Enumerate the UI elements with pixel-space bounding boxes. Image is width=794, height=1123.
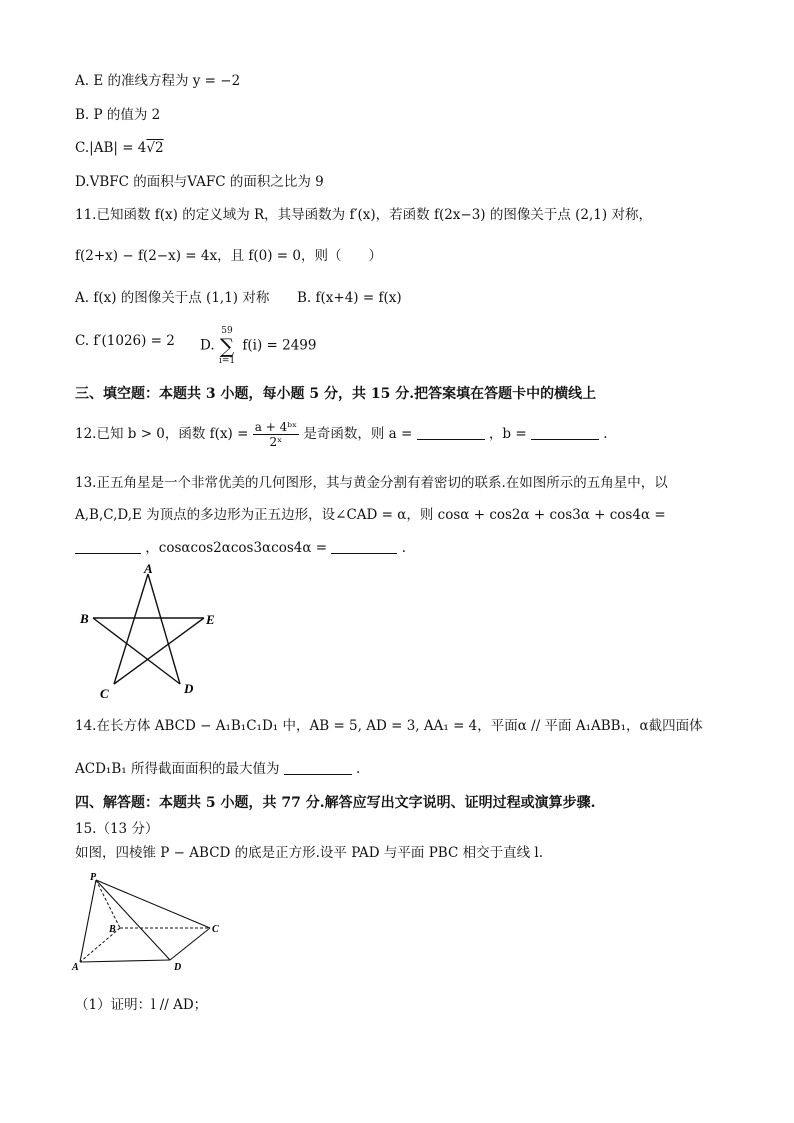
question-15-heading: 15.（13 分） — [75, 821, 159, 837]
question-13-line2: A,B,C,D,E 为顶点的多边形为正五边形，设∠CAD = α，则 cosα + cos2α + cos3α + cos4α = — [75, 507, 666, 523]
answer-blank[interactable] — [75, 539, 141, 554]
pentagram-lines — [93, 574, 204, 684]
option-10a: A. E 的准线方程为 y = −2 — [75, 73, 241, 89]
label-B: B — [109, 924, 116, 935]
sqrt: √2 — [146, 140, 164, 156]
label-C: C — [100, 686, 109, 701]
q12-sep: ，b = — [488, 426, 527, 442]
option-11b: B. f(x+4) = f(x) — [297, 290, 402, 306]
pyramid-figure — [70, 870, 230, 974]
option-11d — [200, 326, 317, 366]
answer-blank[interactable] — [331, 539, 397, 554]
formula: |AB| = 4 — [89, 140, 147, 156]
answer-blank[interactable] — [531, 425, 599, 440]
q14-end: . — [356, 761, 361, 777]
label-D: D — [174, 962, 182, 973]
label-P: P — [90, 872, 97, 883]
fraction — [253, 420, 299, 449]
pentagram-figure — [72, 560, 232, 702]
question-11-condition: f(2+x) − f(2−x) = 4x，且 f(0) = 0，则（ ） — [75, 248, 382, 264]
label-E: E — [206, 612, 215, 627]
question-13-line1: 13.正五角星是一个非常优美的几何图形，其与黄金分割有着密切的联系.在如图所示的五角星中，以 — [75, 475, 668, 491]
option-label: D. — [200, 337, 215, 354]
option-10b: B. P 的值为 2 — [75, 107, 161, 123]
q14-text: ACD₁B₁ 所得截面面积的最大值为 — [75, 761, 280, 777]
option-11c: C. f′(1026) = 2 — [75, 333, 175, 349]
option-10d: D.VBFC 的面积与VAFC 的面积之比为 9 — [75, 174, 324, 190]
question-15-part1: （1）证明：l // AD； — [75, 997, 208, 1013]
section-4-heading: 四、解答题：本题共 5 小题，共 77 分.解答应写出文字说明、证明过程或演算步骤. — [75, 795, 596, 811]
sum-lower: i=1 — [218, 356, 236, 366]
question-15-body: 如图，四棱锥 P − ABCD 的底是正方形.设平 PAD 与平面 PBC 相交于直线 l. — [75, 845, 543, 861]
q13-end: . — [401, 540, 406, 556]
numerator: a + 4ᵇˣ — [254, 420, 298, 434]
label-D: D — [184, 681, 194, 696]
pyramid-solid-edges — [80, 880, 210, 962]
sum-upper: 59 — [221, 326, 233, 336]
denominator: 2ˣ — [269, 435, 283, 449]
question-14-line2 — [75, 760, 360, 778]
label-A: A — [72, 962, 79, 973]
sum-body: f(i) = 2499 — [242, 337, 317, 354]
label-A: A — [144, 561, 153, 576]
q12-prefix: 12.已知 b > 0，函数 f(x) = — [75, 426, 249, 442]
option-11a: A. f(x) 的图像关于点 (1,1) 对称 — [75, 290, 270, 306]
answer-blank[interactable] — [417, 425, 485, 440]
summation — [219, 326, 235, 366]
label-B: B — [80, 611, 89, 626]
pyramid-hidden-edges — [80, 880, 210, 962]
question-13-line3 — [75, 539, 406, 557]
label-C: C — [212, 924, 219, 935]
q13-middle: ，cosαcos2αcos3αcos4α = — [145, 540, 328, 556]
section-3-heading: 三、填空题：本题共 3 小题，每小题 5 分，共 15 分.把答案填在答题卡中的横线上 — [75, 386, 597, 402]
q12-middle: 是奇函数，则 a = — [303, 426, 413, 442]
question-11-stem: 11.已知函数 f(x) 的定义域为 R，其导函数为 f′(x)，若函数 f(2x−3) 的图像关于点 (2,1) 对称， — [75, 207, 652, 223]
sigma: ∑ — [219, 334, 235, 358]
q12-end: . — [603, 426, 608, 442]
option-label: C. — [75, 140, 90, 156]
answer-blank[interactable] — [284, 760, 352, 775]
option-10c — [75, 139, 164, 157]
question-12 — [75, 420, 608, 449]
question-14-line1: 14.在长方体 ABCD − A₁B₁C₁D₁ 中，AB = 5, AD = 3, AA₁ = 4，平面α // 平面 A₁ABB₁，α截四面体 — [75, 718, 703, 734]
